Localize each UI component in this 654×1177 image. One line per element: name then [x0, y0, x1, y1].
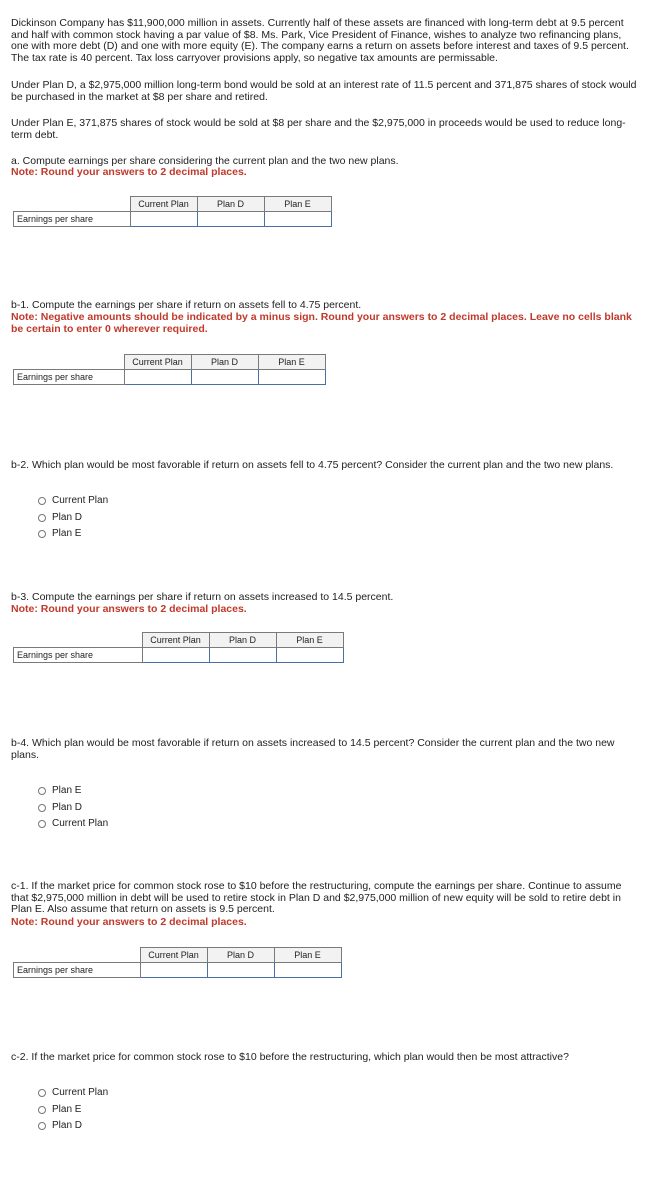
question-b3: b-3. Compute the earnings per share if return on assets increased to 14.5 percent.	[11, 591, 394, 603]
eps-current-plan-input[interactable]	[130, 212, 197, 227]
radio-group-b2	[38, 493, 108, 543]
eps-plan-d-input[interactable]	[197, 212, 264, 227]
radio-circle-icon[interactable]	[38, 804, 46, 812]
header-current-plan: Current Plan	[124, 355, 191, 370]
radio-circle-icon[interactable]	[38, 1089, 46, 1097]
table-c1	[13, 947, 342, 978]
question-b4: b-4. Which plan would be most favorable if return on assets increased to 14.5 percent? Consider the current plan and the two new plans.	[11, 737, 615, 761]
row-label-eps: Earnings per share	[14, 648, 143, 663]
question-c1: c-1. If the market price for common stock rose to $10 before the restructuring, compute the earnings per share. Continue to assume that $2,975,000 million in debt will be used to retire stock in Plan D and $2,975,000 million of new equity will be sold to retire debt in Plan E. Also assume that return on assets is 9.5 percent.	[11, 880, 622, 915]
note-c1: Note: Round your answers to 2 decimal places.	[11, 916, 247, 928]
intro-paragraph-3: Under Plan E, 371,875 shares of stock would be sold at $8 per share and the $2,975,000 in proceeds would be used to reduce long-term debt.	[11, 117, 626, 141]
header-current-plan: Current Plan	[130, 197, 197, 212]
intro-paragraph-1: Dickinson Company has $11,900,000 million in assets. Currently half of these assets are financed with long-term debt at 9.5 percent and half with common stock having a par value of $8. Ms. Park, Vice President of Finance, wishes to analyze two refinancing plans, one with more debt (D) and one with more equity (E). The company earns a return on assets before interest and taxes of 9.5 percent. The tax rate is 40 percent. Tax loss carryover provisions apply, so negative tax amounts are permissable.	[11, 17, 629, 64]
header-current-plan: Current Plan	[142, 633, 209, 648]
radio-circle-icon[interactable]	[38, 787, 46, 795]
row-label-eps: Earnings per share	[14, 370, 125, 385]
radio-option[interactable]: Plan E	[38, 1102, 108, 1119]
question-b1: b-1. Compute the earnings per share if return on assets fell to 4.75 percent.	[11, 299, 362, 311]
header-plan-e: Plan E	[276, 633, 343, 648]
eps-plan-d-input[interactable]	[207, 963, 274, 978]
header-plan-d: Plan D	[207, 948, 274, 963]
radio-option[interactable]: Plan D	[38, 800, 108, 817]
header-plan-e: Plan E	[274, 948, 341, 963]
radio-circle-icon[interactable]	[38, 514, 46, 522]
radio-option[interactable]: Current Plan	[38, 1085, 108, 1102]
radio-circle-icon[interactable]	[38, 530, 46, 538]
header-plan-d: Plan D	[197, 197, 264, 212]
table-a	[13, 196, 332, 227]
radio-circle-icon[interactable]	[38, 1106, 46, 1114]
radio-option[interactable]: Plan E	[38, 526, 108, 543]
radio-group-b4	[38, 783, 108, 833]
intro-paragraph-2: Under Plan D, a $2,975,000 million long-term bond would be sold at an interest rate of 11.5 percent and 371,875 shares of stock would be purchased in the market at $8 per share and retired.	[11, 79, 637, 103]
header-plan-e: Plan E	[264, 197, 331, 212]
radio-circle-icon[interactable]	[38, 820, 46, 828]
question-b2: b-2. Which plan would be most favorable if return on assets fell to 4.75 percent? Consider the current plan and the two new plans.	[11, 459, 614, 471]
eps-plan-e-input[interactable]	[264, 212, 331, 227]
eps-plan-d-input[interactable]	[191, 370, 258, 385]
table-b3	[13, 632, 344, 663]
header-plan-d: Plan D	[191, 355, 258, 370]
radio-option[interactable]: Current Plan	[38, 493, 108, 510]
table-b1	[13, 354, 326, 385]
radio-group-c2	[38, 1085, 108, 1135]
question-c2: c-2. If the market price for common stock rose to $10 before the restructuring, which plan would then be most attractive?	[11, 1051, 569, 1063]
eps-current-plan-input[interactable]	[140, 963, 207, 978]
radio-circle-icon[interactable]	[38, 1122, 46, 1130]
eps-plan-d-input[interactable]	[209, 648, 276, 663]
eps-plan-e-input[interactable]	[258, 370, 325, 385]
eps-current-plan-input[interactable]	[124, 370, 191, 385]
question-a: a. Compute earnings per share considering the current plan and the two new plans.	[11, 155, 399, 167]
header-current-plan: Current Plan	[140, 948, 207, 963]
radio-option[interactable]: Plan D	[38, 510, 108, 527]
eps-current-plan-input[interactable]	[142, 648, 209, 663]
row-label-eps: Earnings per share	[14, 212, 131, 227]
note-a: Note: Round your answers to 2 decimal places.	[11, 166, 247, 178]
radio-option[interactable]: Current Plan	[38, 816, 108, 833]
note-b3: Note: Round your answers to 2 decimal places.	[11, 603, 247, 615]
header-plan-e: Plan E	[258, 355, 325, 370]
radio-option[interactable]: Plan D	[38, 1118, 108, 1135]
row-label-eps: Earnings per share	[14, 963, 141, 978]
eps-plan-e-input[interactable]	[276, 648, 343, 663]
note-b1: Note: Negative amounts should be indicated by a minus sign. Round your answers to 2 decimal places. Leave no cells blank be certain to enter 0 wherever required.	[11, 311, 632, 335]
header-plan-d: Plan D	[209, 633, 276, 648]
radio-option[interactable]: Plan E	[38, 783, 108, 800]
radio-circle-icon[interactable]	[38, 497, 46, 505]
eps-plan-e-input[interactable]	[274, 963, 341, 978]
